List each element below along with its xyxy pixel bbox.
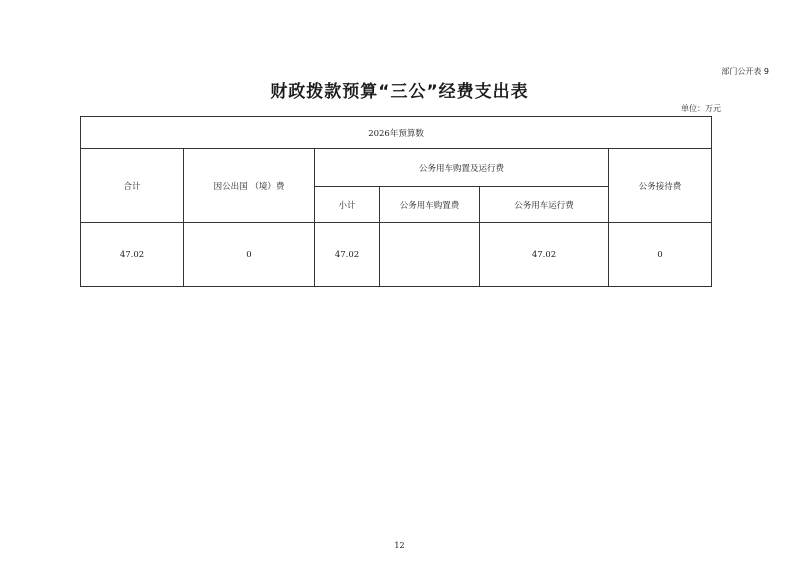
cell-vehicle-operation: 47.02 xyxy=(480,223,609,287)
page-number: 12 xyxy=(394,541,405,550)
col-header-subtotal: 小计 xyxy=(315,187,380,223)
col-header-vehicle-group: 公务用车购置及运行费 xyxy=(315,149,609,187)
table-header-row xyxy=(81,149,712,187)
col-header-total: 合计 xyxy=(81,149,184,223)
col-header-vehicle-operation: 公务用车运行费 xyxy=(480,187,609,223)
cell-subtotal: 47.02 xyxy=(315,223,380,287)
year-header: 2026年预算数 xyxy=(81,117,712,149)
page-title: 财政拨款预算“三公”经费支出表 xyxy=(270,82,529,102)
unit-label: 单位：万元 xyxy=(681,104,721,113)
cell-reception: 0 xyxy=(609,223,712,287)
cell-total: 47.02 xyxy=(81,223,184,287)
budget-table xyxy=(80,116,712,287)
table-row xyxy=(81,223,712,287)
col-header-abroad: 因公出国 （境）费 xyxy=(184,149,315,223)
cell-abroad: 0 xyxy=(184,223,315,287)
form-number: 部门公开表 9 xyxy=(721,67,769,76)
cell-vehicle-purchase xyxy=(380,223,480,287)
col-header-reception: 公务接待费 xyxy=(609,149,712,223)
table-header-row xyxy=(81,117,712,149)
col-header-vehicle-purchase: 公务用车购置费 xyxy=(380,187,480,223)
